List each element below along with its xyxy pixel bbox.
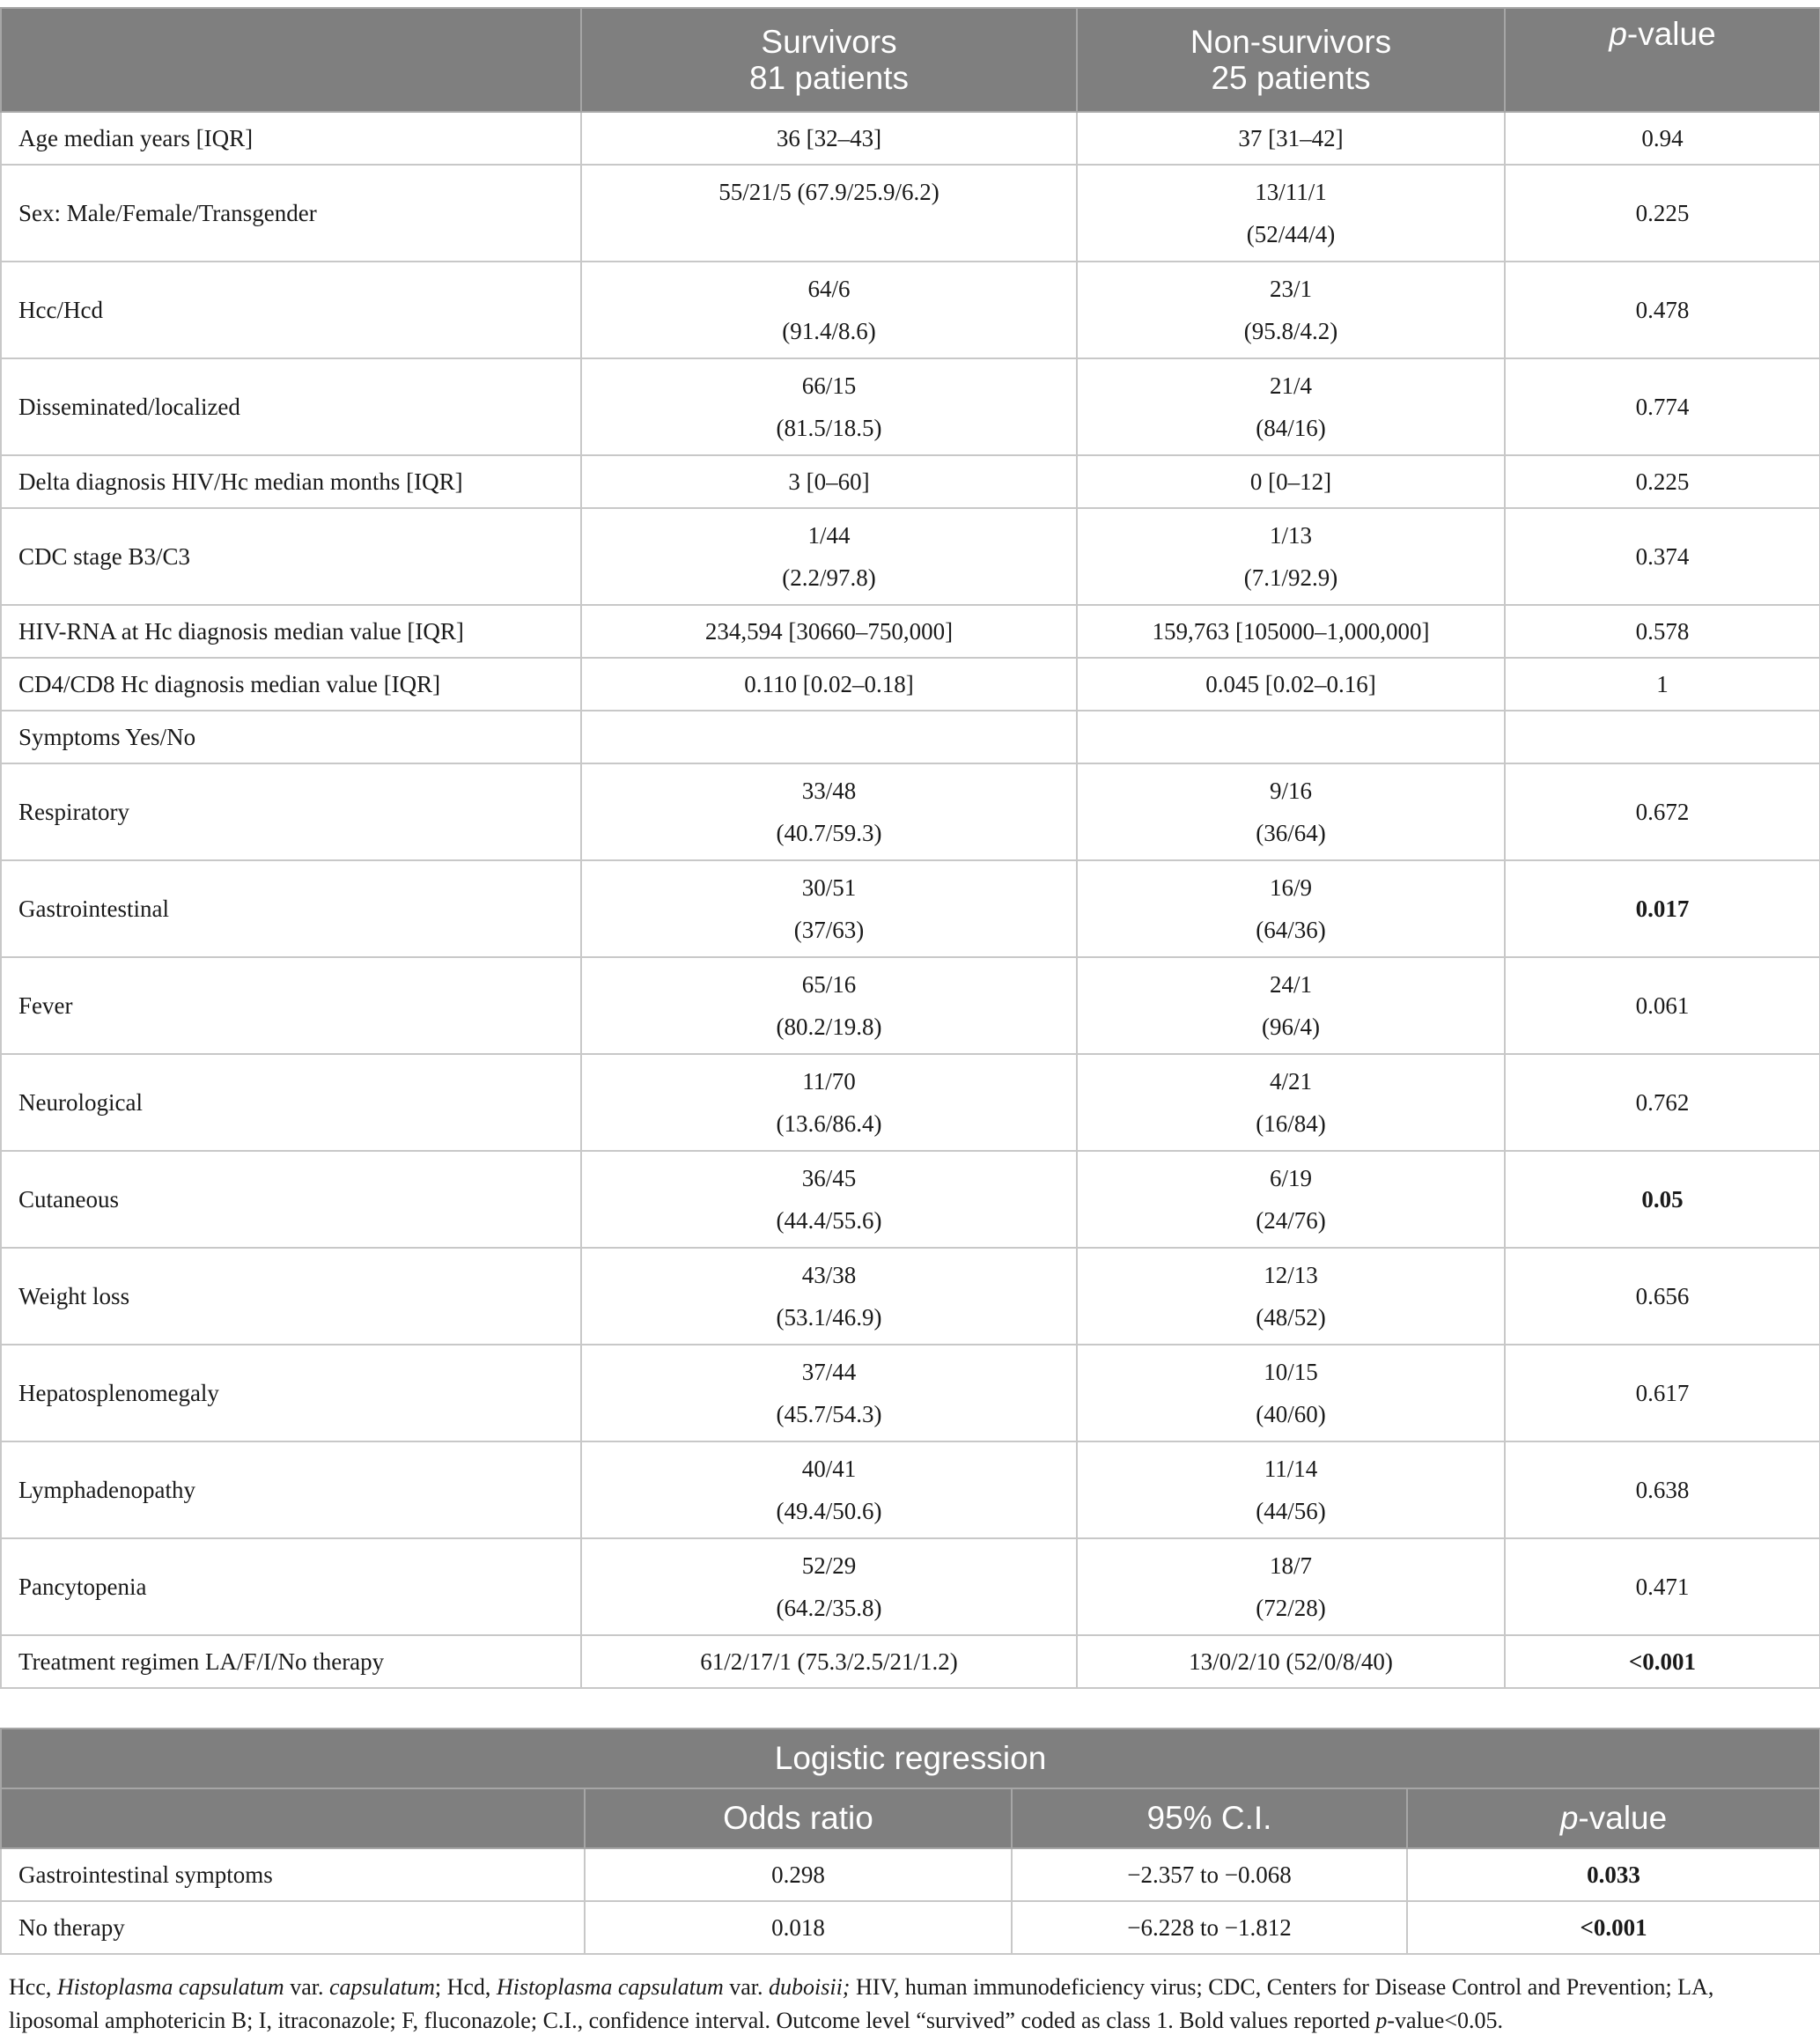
- cell-line: 33/48: [801, 778, 857, 804]
- table-row: [1, 658, 1820, 711]
- nonsurvivors-cell: [1077, 957, 1505, 1054]
- table-row: [1, 1054, 1820, 1151]
- cell-line: 159,763 [105000–1,000,000]: [1152, 618, 1430, 645]
- cell-line: 0 [0–12]: [1249, 468, 1332, 495]
- row-label: Lymphadenopathy: [1, 1441, 581, 1538]
- survivors-cell: [581, 1635, 1077, 1688]
- row-label: Delta diagnosis HIV/Hc median months [IQR]: [1, 455, 581, 508]
- cell-line: 55/21/5 (67.9/25.9/6.2): [718, 179, 939, 205]
- table-footnote: [9, 1971, 1805, 2038]
- nonsurvivors-cell: [1077, 1441, 1505, 1538]
- nonsurvivors-cell: [1077, 1151, 1505, 1248]
- header-p-italic: p: [1609, 16, 1627, 52]
- survivors-cell: [581, 1345, 1077, 1441]
- logistic-regression-table: [0, 1728, 1820, 1955]
- cell-line: 0.110 [0.02–0.18]: [744, 671, 914, 697]
- cell-line: 23/1: [1269, 276, 1312, 302]
- reg-header-odds-ratio: Odds ratio: [585, 1788, 1012, 1848]
- p-value-cell: 1: [1505, 658, 1820, 711]
- table-row: [1, 262, 1820, 358]
- cell-line: (7.1/92.9): [1243, 564, 1338, 591]
- cell-line: 37 [31–42]: [1238, 125, 1344, 151]
- survivors-cell: [581, 165, 1077, 262]
- nonsurvivors-cell: [1077, 508, 1505, 605]
- nonsurvivors-cell: [1077, 860, 1505, 957]
- table-row: [1, 112, 1820, 165]
- row-label: Treatment regimen LA/F/I/No therapy: [1, 1635, 581, 1688]
- nonsurvivors-cell: [1077, 358, 1505, 455]
- main-table-body: [1, 112, 1820, 1688]
- nonsurvivors-cell: [1077, 112, 1505, 165]
- cell-line: (44.4/55.6): [776, 1207, 882, 1234]
- table-row: [1, 1248, 1820, 1345]
- survivors-cell: [581, 455, 1077, 508]
- cell-line: 24/1: [1269, 971, 1312, 998]
- row-label: Cutaneous: [1, 1151, 581, 1248]
- cell-line: (44/56): [1256, 1498, 1326, 1524]
- p-value-cell: 0.762: [1505, 1054, 1820, 1151]
- cell-line: 11/14: [1264, 1456, 1318, 1482]
- footnote-segment: HIV, human immunodeficiency virus; CDC, Centers for Disease Control and Prevention; LA, liposomal amphotericin B; I, itraconazole; F, fluconazole; C.I., confidence interval. Outcome level “survived” coded as class 1. Bold values reported: [9, 1974, 1714, 2033]
- cell-line: (24/76): [1256, 1207, 1326, 1234]
- survivors-cell: [581, 711, 1077, 763]
- cell-line: 6/19: [1269, 1165, 1312, 1191]
- survivors-cell: [581, 508, 1077, 605]
- regression-header-row: [1, 1788, 1820, 1848]
- survivors-cell: [581, 957, 1077, 1054]
- cell-line: (52/44/4): [1246, 221, 1336, 247]
- header-survivors-count: 81 patients: [748, 60, 910, 96]
- p-value-cell: 0.471: [1505, 1538, 1820, 1635]
- survivors-cell: [581, 1538, 1077, 1635]
- table-row: [1, 1345, 1820, 1441]
- nonsurvivors-cell: [1077, 711, 1505, 763]
- row-label: Age median years [IQR]: [1, 112, 581, 165]
- nonsurvivors-cell: [1077, 763, 1505, 860]
- p-value-cell: [1505, 711, 1820, 763]
- cell-line: 18/7: [1269, 1552, 1312, 1579]
- footnote-segment: Histoplasma capsulatum: [56, 1974, 284, 2000]
- cell-line: 3 [0–60]: [788, 468, 870, 495]
- footnote-segment: Histoplasma capsulatum: [496, 1974, 724, 2000]
- p-value-cell: 0.617: [1505, 1345, 1820, 1441]
- cell-line: 16/9: [1269, 874, 1312, 901]
- cell-line: 37/44: [801, 1359, 857, 1385]
- cell-line: 9/16: [1269, 778, 1312, 804]
- row-label: Disseminated/localized: [1, 358, 581, 455]
- regression-title-row: [1, 1729, 1820, 1788]
- cell-line: 30/51: [801, 874, 857, 901]
- cell-line: 13/0/2/10 (52/0/8/40): [1189, 1648, 1393, 1675]
- cell-line: (37/63): [793, 917, 865, 943]
- row-label: Gastrointestinal: [1, 860, 581, 957]
- cell-line: 234,594 [30660–750,000]: [704, 618, 954, 645]
- odds-ratio-cell: 0.298: [585, 1848, 1012, 1901]
- footnote-segment: duboisii;: [769, 1974, 851, 2000]
- survivors-cell: [581, 358, 1077, 455]
- survivors-cell: [581, 1054, 1077, 1151]
- cell-line: 12/13: [1264, 1262, 1318, 1288]
- table-row: [1, 605, 1820, 658]
- footnote-segment: var.: [284, 1974, 329, 2000]
- nonsurvivors-cell: [1077, 455, 1505, 508]
- table-row: [1, 455, 1820, 508]
- p-value-cell: 0.05: [1505, 1151, 1820, 1248]
- main-table-header-row: [1, 8, 1820, 112]
- survivors-cell: [581, 860, 1077, 957]
- p-value-cell: 0.774: [1505, 358, 1820, 455]
- cell-line: 13/11/1: [1255, 179, 1327, 205]
- nonsurvivors-cell: [1077, 1248, 1505, 1345]
- reg-p-value-cell: <0.001: [1407, 1901, 1820, 1954]
- row-label: Hepatosplenomegaly: [1, 1345, 581, 1441]
- survival-comparison-table: [0, 7, 1820, 1689]
- survivors-cell: [581, 262, 1077, 358]
- row-label: Pancytopenia: [1, 1538, 581, 1635]
- reg-header-ci: 95% C.I.: [1012, 1788, 1407, 1848]
- survivors-cell: [581, 1441, 1077, 1538]
- table-row: [1, 763, 1820, 860]
- survivors-cell: [581, 763, 1077, 860]
- cell-line: (49.4/50.6): [776, 1498, 882, 1524]
- reg-row-label: Gastrointestinal symptoms: [1, 1848, 585, 1901]
- cell-line: (40.7/59.3): [776, 820, 882, 846]
- footnote-segment: capsulatum: [328, 1974, 435, 2000]
- row-label: Hcc/Hcd: [1, 262, 581, 358]
- cell-line: 40/41: [801, 1456, 857, 1482]
- p-value-cell: <0.001: [1505, 1635, 1820, 1688]
- row-label: Neurological: [1, 1054, 581, 1151]
- cell-line: [582, 213, 1076, 255]
- cell-line: (72/28): [1256, 1595, 1326, 1621]
- p-value-cell: 0.017: [1505, 860, 1820, 957]
- table-row: [1, 1441, 1820, 1538]
- cell-line: 65/16: [801, 971, 857, 998]
- p-value-cell: 0.656: [1505, 1248, 1820, 1345]
- row-label: Sex: Male/Female/Transgender: [1, 165, 581, 262]
- cell-line: (13.6/86.4): [776, 1110, 882, 1137]
- cell-line: (91.4/8.6): [782, 318, 876, 344]
- row-label: HIV-RNA at Hc diagnosis median value [IQR]: [1, 605, 581, 658]
- row-label: Fever: [1, 957, 581, 1054]
- cell-line: (81.5/18.5): [776, 415, 882, 441]
- p-value-cell: 0.94: [1505, 112, 1820, 165]
- footnote-segment: var.: [723, 1974, 770, 2000]
- reg-row-label: No therapy: [1, 1901, 585, 1954]
- cell-line: (96/4): [1262, 1014, 1320, 1040]
- footnote-segment: p: [1375, 2008, 1388, 2033]
- cell-line: 0.045 [0.02–0.16]: [1205, 671, 1376, 697]
- cell-line: (40/60): [1256, 1401, 1326, 1427]
- cell-line: (45.7/54.3): [776, 1401, 882, 1427]
- reg-header-p-rest: -value: [1578, 1800, 1668, 1836]
- table-row: [1, 957, 1820, 1054]
- cell-line: (16/84): [1256, 1110, 1326, 1137]
- cell-line: 64/6: [807, 276, 851, 302]
- nonsurvivors-cell: [1077, 1054, 1505, 1151]
- cell-line: 21/4: [1269, 372, 1312, 399]
- survivors-cell: [581, 1248, 1077, 1345]
- survivors-cell: [581, 605, 1077, 658]
- regression-title: Logistic regression: [1, 1729, 1820, 1788]
- regression-row: [1, 1848, 1820, 1901]
- cell-line: 36 [32–43]: [776, 125, 882, 151]
- table-row: [1, 1538, 1820, 1635]
- cell-line: (64.2/35.8): [776, 1595, 882, 1621]
- p-value-cell: 0.578: [1505, 605, 1820, 658]
- row-label: Symptoms Yes/No: [1, 711, 581, 763]
- cell-line: (53.1/46.9): [776, 1304, 882, 1331]
- survivors-cell: [581, 1151, 1077, 1248]
- ci-cell: −2.357 to −0.068: [1012, 1848, 1407, 1901]
- table-row: [1, 711, 1820, 763]
- header-p-value: [1505, 8, 1820, 112]
- cell-line: [1078, 716, 1504, 758]
- reg-p-value-cell: 0.033: [1407, 1848, 1820, 1901]
- cell-line: 4/21: [1269, 1068, 1312, 1095]
- footnote-segment: ; Hcd,: [434, 1974, 497, 2000]
- cell-line: (36/64): [1256, 820, 1326, 846]
- nonsurvivors-cell: [1077, 262, 1505, 358]
- cell-line: (64/36): [1256, 917, 1326, 943]
- cell-line: (95.8/4.2): [1243, 318, 1338, 344]
- survivors-cell: [581, 658, 1077, 711]
- p-value-cell: 0.374: [1505, 508, 1820, 605]
- footnote-segment: Hcc,: [9, 1974, 57, 2000]
- cell-line: 52/29: [801, 1552, 857, 1579]
- nonsurvivors-cell: [1077, 658, 1505, 711]
- cell-line: 61/2/17/1 (75.3/2.5/21/1.2): [700, 1648, 958, 1675]
- survivors-cell: [581, 112, 1077, 165]
- nonsurvivors-cell: [1077, 1538, 1505, 1635]
- odds-ratio-cell: 0.018: [585, 1901, 1012, 1954]
- table-row: [1, 165, 1820, 262]
- table-row: [1, 1151, 1820, 1248]
- nonsurvivors-cell: [1077, 1345, 1505, 1441]
- header-nonsurvivors-count: 25 patients: [1211, 60, 1371, 96]
- header-nonsurvivors-label: Non-survivors: [1190, 24, 1392, 60]
- cell-line: 1/13: [1269, 522, 1312, 549]
- row-label: Respiratory: [1, 763, 581, 860]
- row-label: CD4/CD8 Hc diagnosis median value [IQR]: [1, 658, 581, 711]
- cell-line: (48/52): [1256, 1304, 1326, 1331]
- cell-line: 66/15: [801, 372, 857, 399]
- cell-line: (2.2/97.8): [782, 564, 876, 591]
- header-survivors-label: Survivors: [761, 24, 897, 60]
- cell-line: 43/38: [801, 1262, 857, 1288]
- regression-table-body: [1, 1848, 1820, 1954]
- nonsurvivors-cell: [1077, 605, 1505, 658]
- header-nonsurvivors: [1077, 8, 1505, 112]
- cell-line: 1/44: [807, 522, 851, 549]
- reg-header-variable: [1, 1788, 585, 1848]
- row-label: CDC stage B3/C3: [1, 508, 581, 605]
- cell-line: (84/16): [1256, 415, 1326, 441]
- table-row: [1, 860, 1820, 957]
- cell-line: 10/15: [1264, 1359, 1318, 1385]
- p-value-cell: 0.638: [1505, 1441, 1820, 1538]
- p-value-cell: 0.672: [1505, 763, 1820, 860]
- p-value-cell: 0.478: [1505, 262, 1820, 358]
- reg-header-p-italic: p: [1559, 1800, 1579, 1836]
- reg-header-p-value: [1407, 1788, 1820, 1848]
- table-row: [1, 358, 1820, 455]
- nonsurvivors-cell: [1077, 165, 1505, 262]
- cell-line: 11/70: [802, 1068, 856, 1095]
- header-p-rest: -value: [1626, 16, 1716, 52]
- ci-cell: −6.228 to −1.812: [1012, 1901, 1407, 1954]
- table-row: [1, 1635, 1820, 1688]
- cell-line: (80.2/19.8): [776, 1014, 882, 1040]
- p-value-cell: 0.225: [1505, 455, 1820, 508]
- regression-row: [1, 1901, 1820, 1954]
- nonsurvivors-cell: [1077, 1635, 1505, 1688]
- row-label: Weight loss: [1, 1248, 581, 1345]
- cell-line: 36/45: [801, 1165, 857, 1191]
- p-value-cell: 0.225: [1505, 165, 1820, 262]
- p-value-cell: 0.061: [1505, 957, 1820, 1054]
- footnote-segment: -value<0.05.: [1387, 2008, 1503, 2033]
- cell-line: [582, 716, 1076, 758]
- header-survivors: [581, 8, 1077, 112]
- header-variable: [1, 8, 581, 112]
- table-row: [1, 508, 1820, 605]
